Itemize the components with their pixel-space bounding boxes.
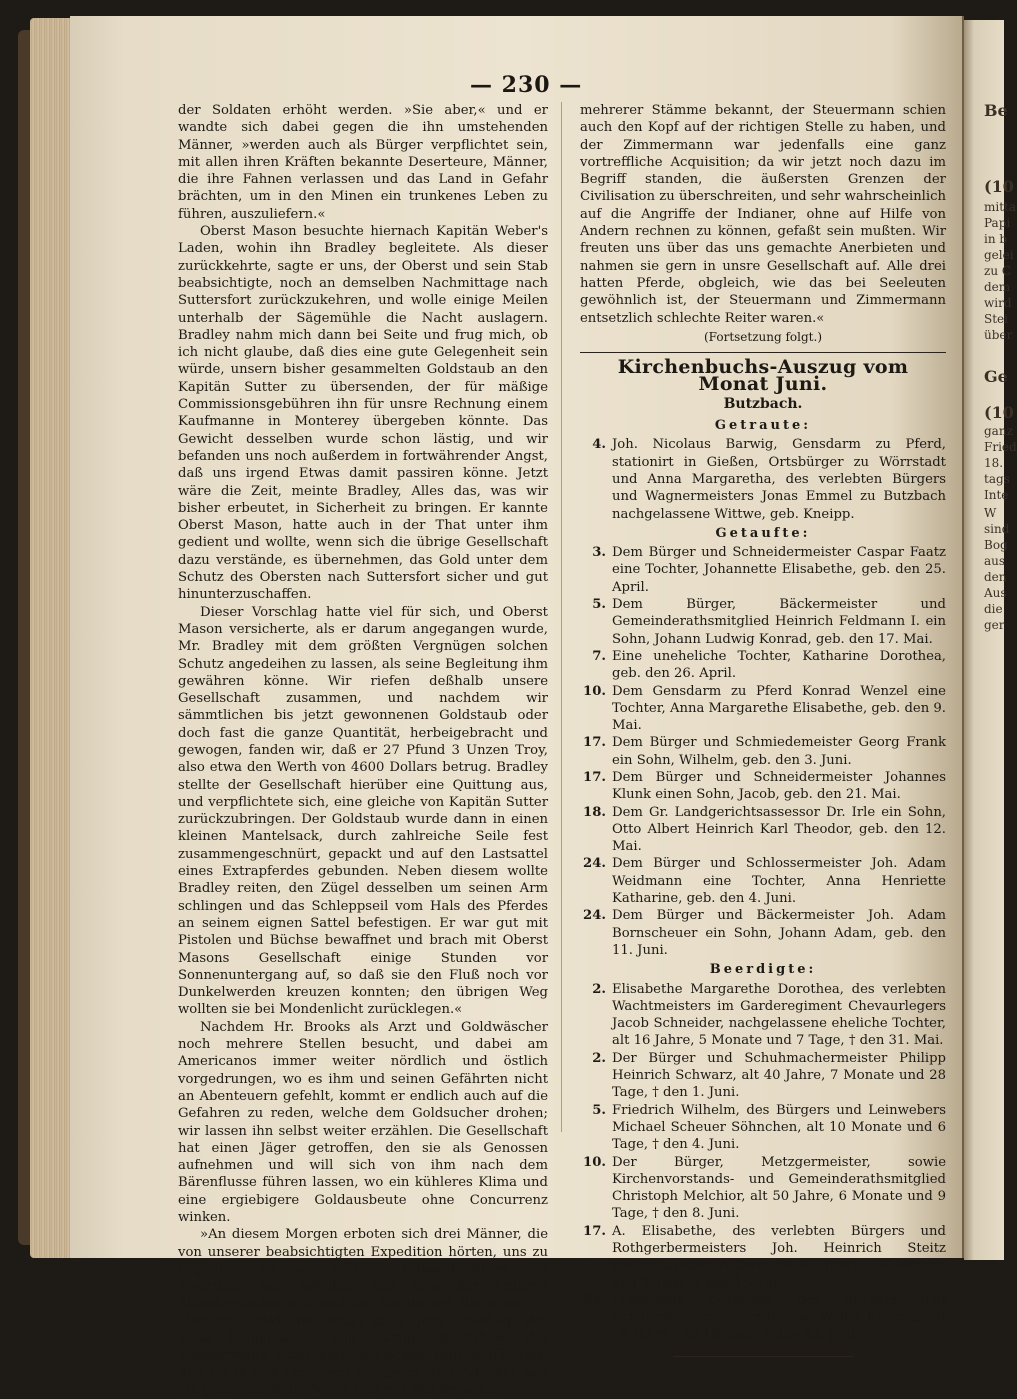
entry-day: 17.: [583, 1223, 606, 1239]
register-entry: [580, 1223, 946, 1292]
entry-text: Eine uneheliche Tochter, Katharine Dorothea, geb. den 26. April.: [612, 648, 946, 682]
section-rule: [580, 352, 946, 353]
entry-day: 5.: [592, 597, 606, 613]
entry-text: Dem Bürger und Schlossermeister Joh. Adam Weidmann eine Tochter, Anna Henriette Katharine, geb. den 4. Juni.: [612, 856, 946, 907]
entry-day: 7.: [592, 648, 606, 664]
entry-day: 2.: [592, 1050, 606, 1066]
register-entry: [580, 1154, 946, 1223]
next-page-fragment: gelei: [984, 248, 1014, 262]
next-page-fragment: Stei: [984, 312, 1008, 326]
entry-day: 18.: [583, 804, 606, 820]
town-heading: Butzbach.: [723, 395, 803, 412]
entry-day: 17.: [583, 769, 606, 785]
entry-text: Der Bürger, Metzgermeister, sowie Kirchenvorstands- und Gemeinderathsmitglied Christoph Melchior, alt 50 Jahre, 6 Monate und 9 Tage, † den 8. Juni.: [612, 1154, 946, 1222]
entry-text: A. Elisabethe, des verlebten Bürgers und Rothgerbermeisters Joh. Heinrich Steitz nachgelassene Wittwe, alt 67 Jahre, 10 Monate und 2 Tage, † den 15. Juni.: [612, 1223, 946, 1291]
next-page-sliver: [964, 20, 1017, 1260]
entry-text: Johannette Dorothea, des Bürgers und Schuhmachermeisters Konrad Weber Ehefrau, alt 50 Jahre und 19 Tage, † den 23. Juni.: [612, 1292, 946, 1343]
left-column: [178, 102, 548, 1399]
register-entry: [580, 855, 946, 907]
register-entry: [580, 1102, 946, 1154]
next-page-fragment: Inte: [984, 488, 1009, 502]
entry-text: Joh. Nicolaus Barwig, Gensdarm zu Pferd, stationirt in Gießen, Ortsbürger zu Wörrstadt und Anna Margaretha, des verlebten Bürgers und Wagnermeisters Jonas Emmel zu Butzbach nachgelassene Wittwe, geb. Kneipp.: [612, 437, 946, 522]
paragraph: der Soldaten erhöht werden. »Sie aber,« und er wandte sich dabei gegen die ihn umstehenden Männer, »werden auch als Bürger verpflichtet sein, mit allen ihren Kräften bekannte Deserteure, Männer, die ihre Fahnen verlassen und das Land in Gefahr brächten, um in den Minen ein trunkenes Leben zu führen, auszuliefern.«: [178, 103, 548, 222]
paragraph: Oberst Mason besuchte hiernach Kapitän Weber's Laden, wohin ihn Bradley begleitete. Als dieser zurückkehrte, sagte er uns, der Oberst und sein Stab beabsichtigte, noch an demselben Nachmittage nach Suttersfort zurückzukehren, und wolle einige Meilen unterhalb der Sägemühle die Nacht auslagern. Bradley nahm mich dann bei Seite und frug mich, ob ich nicht glaube, daß dies eine gute Gelegenheit sein würde, unsern bisher gesammelten Goldstaub an den Kapitän Sutter zu übersenden, der für mäßige Commissionsgebühren ihn für unsre Rechnung einem Kaufmanne in Monterey übergeben könnte. Das Gewicht desselben wurde schon lästig, und wir befanden uns noch außerdem in fortwährender Angst, daß uns irgend Etwas damit passiren könne. Jetzt wäre die Zeit, meinte Bradley, Alles das, was wir bisher erbeutet, in Sicherheit zu bringen. Er kannte Oberst Mason, hatte auch in der That unter ihm gedient und wollte, wenn sich die übrige Gesellschaft dazu verstände, es übernehmen, das Gold unter dem Schutz des Obersten nach Suttersfort sicher und gut hinunterzuschaffen.: [178, 224, 548, 603]
register-entry: [580, 1292, 946, 1344]
entry-day: 10.: [583, 1154, 606, 1170]
entry-text: Elisabethe Margarethe Dorothea, des verlebten Wachtmeisters im Garderegiment Chevaurlegers Jacob Schneider, nachgelassene eheliche Tochter, alt 16 Jahre, 5 Monate und 7 Tage, † den 31. Mai.: [612, 981, 946, 1049]
entry-day: 3.: [592, 545, 606, 561]
closing-rule: [673, 1356, 853, 1357]
paragraph: mehrerer Stämme bekannt, der Steuermann schien auch den Kopf auf der richtigen Stelle zu haben, und der Zimmermann war jedenfalls eine ganz vortreffliche Acquisition; da wir jetzt noch dazu im Begriff standen, die äußersten Grenzen der Civilisation zu überschreiten, und sehr wahrscheinlich auf die Angriffe der Indianer, ohne auf Hilfe von Andern rechnen zu können, gefaßt sein mußten. Wir freuten uns über das uns gemachte Anerbieten und nahmen sie gern in unsre Gesellschaft auf. Alle drei hatten Pferde, obgleich, wie das bei Seeleuten gewöhnlich ist, der Steuermann und Zimmermann entsetzlich schlechte Reiter waren.«: [580, 103, 946, 326]
next-page-fragment: wird: [984, 296, 1012, 310]
next-page-fragment: aus: [984, 554, 1006, 568]
next-page-fragment: den: [984, 570, 1007, 584]
register-entry: [580, 683, 946, 735]
register-entry: [580, 804, 946, 856]
register-entry: [580, 769, 946, 804]
entry-text: Dem Bürger und Schneidermeister Johannes Klunk einen Sohn, Jacob, geb. den 21. Mai.: [612, 769, 946, 803]
entry-day: 17.: [583, 735, 606, 751]
next-page-fragment: Aus: [984, 586, 1007, 600]
book-page-edges: [30, 18, 72, 1258]
next-page-fragment: tags: [984, 472, 1010, 486]
next-page-fragment: dem: [984, 280, 1011, 294]
right-column: [580, 102, 946, 1357]
baptized-heading: Getaufte:: [715, 525, 811, 541]
next-page-fragment: Ge: [984, 367, 1008, 386]
register-entry: [580, 734, 946, 769]
next-page-fragment: (10: [984, 177, 1014, 196]
next-page-fragment: mitta: [984, 200, 1017, 214]
next-page-fragment: W: [984, 506, 997, 520]
entry-day: 2.: [592, 981, 606, 997]
next-page-fragment: die: [984, 602, 1003, 616]
section-title: Kirchenbuchs-Auszug vom Monat Juni.: [617, 356, 909, 396]
register-entry: [580, 1050, 946, 1102]
entry-text: Dem Gr. Landgerichtsassessor Dr. Irle ein Sohn, Otto Albert Heinrich Karl Theodor, geb. den 12. Mai.: [612, 804, 946, 855]
page-number: — 230 —: [470, 72, 583, 98]
next-page-fragment: über: [984, 328, 1013, 342]
next-page-fragment: Bog: [984, 538, 1008, 552]
entry-text: Dem Bürger und Schneidermeister Caspar Faatz eine Tochter, Johannette Elisabethe, geb. den 25. April.: [612, 545, 946, 595]
entry-text: Dem Gensdarm zu Pferd Konrad Wenzel eine Tochter, Anna Margarethe Elisabethe, geb. den 9. Mai.: [612, 683, 946, 734]
paragraph: Dieser Vorschlag hatte viel für sich, und Oberst Mason versicherte, als er darum angegangen wurde, Mr. Bradley mit dem größten Vergnügen solchen Schutz angedeihen zu lassen, als seine Begleitung ihm gewähren könne. Wir riefen deßhalb unsere Gesellschaft zusammen, und nachdem wir sämmtlichen bis jetzt gewonnenen Goldstaub oder doch fast die ganze Quantität, herbeigebracht und gewogen, fanden wir, daß er 27 Pfund 3 Unzen Troy, also etwa den Werth von 4600 Dollars betrug. Bradley stellte der Gesellschaft hierüber eine Quittung aus, und verpflichtete sich, eine gleiche von Kapitän Sutter zurückzubringen. Der Goldstaub wurde dann in einen kleinen Mantelsack, durch zahlreiche Seile fest zusammengeschnürt, gepackt und auf den Lastsattel eines Extrapferdes gebunden. Neben diesem wollte Bradley reiten, den Zügel desselben um seinen Arm schlingen und das Schleppseil vom Hals des Pferdes an seinem eignen Sattel befestigen. Er war gut mit Pistolen und Büchse bewaffnet und brach mit Oberst Masons Gesellschaft einige Stunden vor Sonnenuntergang auf, so daß sie den Fluß noch vor Dunkelwerden kreuzen konnten; den übrigen Weg wollten sie bei Mondenlicht zurücklegen.«: [178, 604, 548, 1018]
entry-text: Der Bürger und Schuhmachermeister Philipp Heinrich Schwarz, alt 40 Jahre, 7 Monate und 28 Tage, † den 1. Juni.: [612, 1050, 946, 1101]
next-page-fragment: Be: [984, 101, 1008, 120]
paragraph: »An diesem Morgen erboten sich drei Männer, die von unserer beabsichtigten Expedition hörten, uns zu begleiten. Es waren dies: Edward Story, ein amerikanischer Advokat, der eine der unteren Alkaldenstellen während der spanischen Regierung in Monterey bekleidet hatte; dann John Dowling, der erste Steuermann, und Samuel Bradshaw, der Zimmermann eines amerikanischen Wallfischfängers, den sie in San-Francisco verlassen. Der Advokat war ein ganz gebildeter Mann und mit den Sprachen: [178, 1227, 548, 1398]
column-divider: [561, 102, 562, 1132]
entry-day: 24.: [583, 856, 606, 872]
next-page-fragment: zu C: [984, 264, 1012, 278]
paragraph: Nachdem Hr. Brooks als Arzt und Goldwäscher noch mehrere Stellen besucht, und dabei am Americanos immer weiter nördlich und östlich vorgedrungen, wo es ihm und seinen Gefährten nicht an Abenteuern gefehlt, kommt er endlich auch auf die Gefahren zu reden, welche dem Goldsucher drohen; wir lassen ihn selbst weiter erzählen. Die Gesellschaft hat einen Jäger getroffen, den sie als Genossen aufnehmen und will sich von ihm nach dem Bärenflusse führen lassen, wo ein kühleres Klima und eine ergiebigere Goldausbeute ohne Concurrenz winken.: [178, 1019, 548, 1225]
continued-note: (Fortsetzung folgt.): [704, 329, 822, 344]
register-entry: [580, 436, 946, 522]
entry-text: Friedrich Wilhelm, des Bürgers und Leinwebers Michael Scheuer Söhnchen, alt 10 Monate und 6 Tage, † den 4. Juni.: [612, 1102, 946, 1153]
entry-day: 24.: [583, 908, 606, 924]
register-entry: [580, 648, 946, 683]
register-entry: [580, 596, 946, 648]
entry-day: 24.: [583, 1292, 606, 1308]
entry-day: 4.: [592, 437, 606, 453]
buried-heading: Beerdigte:: [709, 962, 817, 978]
married-heading: Getraute:: [714, 418, 812, 434]
next-page-fragment: Fried: [984, 440, 1017, 454]
entry-text: Dem Bürger und Schmiedemeister Georg Frank ein Sohn, Wilhelm, geb. den 3. Juni.: [612, 735, 946, 768]
next-page-fragment: ger: [984, 618, 1005, 632]
next-page-fragment: Papi: [984, 216, 1011, 230]
next-page-fragment: in b: [984, 232, 1008, 246]
register-entry: [580, 544, 946, 596]
next-page-fragment: ganz: [984, 424, 1013, 438]
register-entry: [580, 907, 946, 959]
entry-day: 5.: [592, 1102, 606, 1118]
next-page-fragment: (10: [984, 403, 1014, 422]
next-page-fragment: 18.: [984, 456, 1004, 470]
entry-day: 10.: [583, 683, 606, 699]
next-page-fragment: sind: [984, 522, 1010, 536]
entry-text: Dem Bürger und Bäckermeister Joh. Adam Bornscheuer ein Sohn, Johann Adam, geb. den 11. Juni.: [612, 908, 946, 958]
register-entry: [580, 981, 946, 1050]
entry-text: Dem Bürger, Bäckermeister und Gemeinderathsmitglied Heinrich Feldmann I. ein Sohn, Johann Ludwig Konrad, geb. den 17. Mai.: [612, 597, 946, 647]
